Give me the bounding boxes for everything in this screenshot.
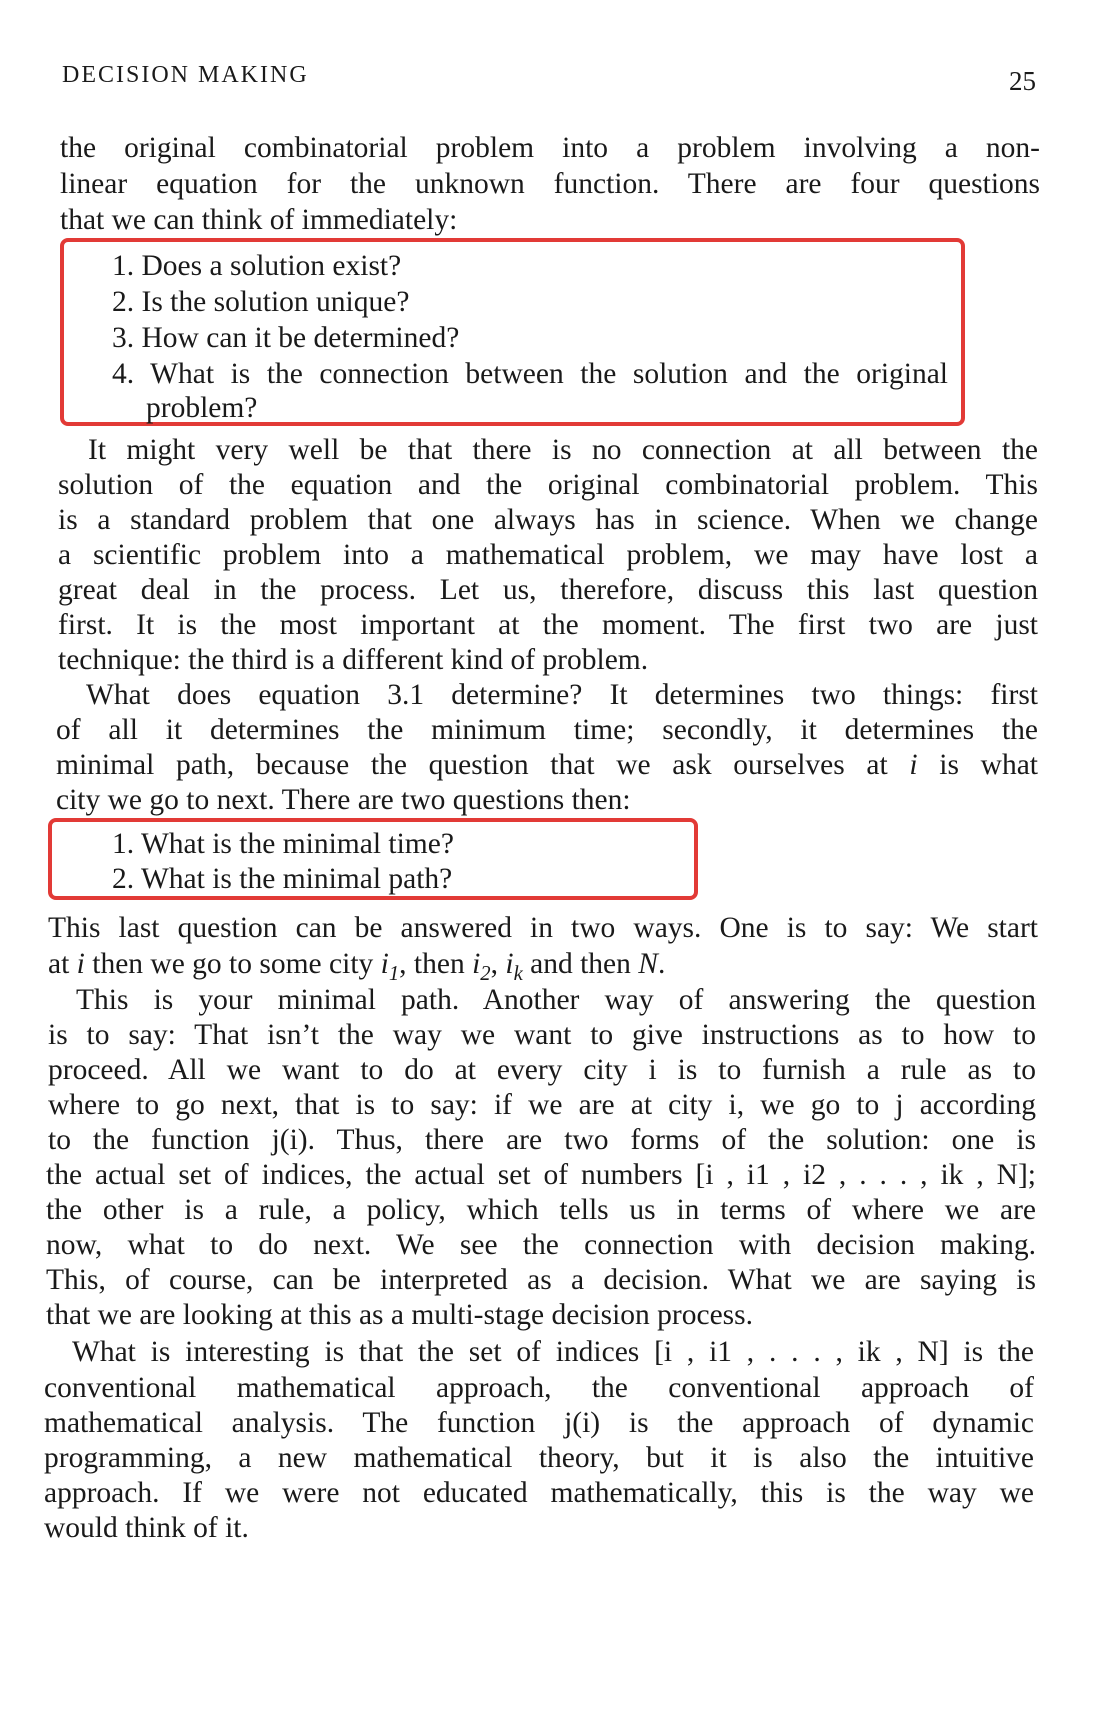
- para4-var-i2-sub: 2: [480, 962, 491, 985]
- para4-text-and-then: and then: [530, 948, 631, 980]
- para4-text-period: .: [657, 948, 666, 980]
- para6-line-2: conventional mathematical approach, the conventional approach of: [44, 1372, 1034, 1404]
- running-head: DECISION MAKING: [62, 62, 309, 88]
- para4-var-ik-sub: k: [513, 962, 523, 985]
- para4-var-ik-base: i: [505, 948, 514, 980]
- intro-line-1: the original combinatorial problem into a problem involving a non-: [60, 132, 1040, 164]
- intro-line-3: that we can think of immediately:: [60, 204, 458, 236]
- para2-line-7: technique: the third is a different kind of problem.: [58, 644, 649, 676]
- para4-var-i2: [472, 948, 491, 985]
- question-2: 2. Is the solution unique?: [112, 286, 410, 318]
- para2-line-6: first. It is the most important at the moment. The first two are just: [58, 609, 1038, 641]
- para2-line-2: solution of the equation and the original combinatorial problem. This: [58, 469, 1038, 501]
- para6-line-5: approach. If we were not educated mathematically, this is the way we: [44, 1477, 1034, 1509]
- para3-line-1: What does equation 3.1 determine? It determines two things: first: [86, 679, 1038, 711]
- para3-line-3-a: minimal path, because the question that we ask ourselves at: [56, 749, 888, 781]
- para2-line-5: great deal in the process. Let us, therefore, discuss this last question: [58, 574, 1038, 606]
- question-4-continued: problem?: [146, 392, 258, 424]
- para5-line-7: the other is a rule, a policy, which tells us in terms of where we are: [46, 1194, 1036, 1226]
- para4-text-comma-then: , then: [399, 948, 465, 980]
- para5-line-5: to the function j(i). Thus, there are two forms of the solution: one is: [48, 1124, 1036, 1156]
- intro-line-2: linear equation for the unknown function. There are four questions: [60, 168, 1040, 200]
- question-1: 1. Does a solution exist?: [112, 250, 402, 282]
- para5-line-6: the actual set of indices, the actual set of numbers [i , i1 , i2 , . . . , ik , N];: [46, 1159, 1036, 1191]
- para5-line-8: now, what to do next. We see the connection with decision making.: [46, 1229, 1036, 1261]
- question-min-path: 2. What is the minimal path?: [112, 863, 453, 895]
- para4-var-i1-sub: 1: [388, 962, 400, 985]
- para4-var-i2-base: i: [472, 948, 481, 980]
- para4-text-comma: ,: [490, 948, 498, 980]
- para4-var-i1-base: i: [380, 948, 389, 980]
- question-3: 3. How can it be determined?: [112, 322, 460, 354]
- para5-line-9: This, of course, can be interpreted as a decision. What we are saying is: [46, 1264, 1036, 1296]
- para5-line-4: where to go next, that is to say: if we are at city i, we go to j according: [48, 1089, 1036, 1121]
- question-min-time: 1. What is the minimal time?: [112, 828, 454, 860]
- question-4: 4. What is the connection between the solution and the original: [112, 358, 948, 390]
- para4-var-i: i: [76, 948, 85, 980]
- para3-line-3: [56, 747, 1038, 783]
- para2-line-1: It might very well be that there is no connection at all between the: [88, 434, 1038, 466]
- para3-line-3-c: is what: [939, 749, 1038, 781]
- para5-line-2: is to say: That isn’t the way we want to give instructions as to how to: [48, 1019, 1036, 1051]
- para4-var-ik: [505, 948, 523, 985]
- para4-var-i1: [380, 948, 400, 985]
- para5-line-1: This is your minimal path. Another way of answering the question: [76, 984, 1036, 1016]
- para4-var-N: N: [638, 948, 658, 980]
- page-number: 25: [1009, 66, 1036, 96]
- para6-line-3: mathematical analysis. The function j(i) is the approach of dynamic: [44, 1407, 1034, 1439]
- para6-line-6: would think of it.: [44, 1512, 249, 1544]
- para6-line-4: programming, a new mathematical theory, but it is also the intuitive: [44, 1442, 1034, 1474]
- para3-var-i: i: [909, 749, 918, 781]
- para3-line-2: of all it determines the minimum time; secondly, it determines the: [56, 714, 1038, 746]
- para5-line-10: that we are looking at this as a multi-stage decision process.: [46, 1299, 753, 1331]
- para6-line-1: What is interesting is that the set of indices [i , i1 , . . . , ik , N] is the: [72, 1336, 1034, 1368]
- para4-text-then: then we go to some city: [92, 948, 374, 980]
- para4-line-1: This last question can be answered in two ways. One is to say: We start: [48, 912, 1038, 944]
- para2-line-3: is a standard problem that one always has in science. When we change: [58, 504, 1038, 536]
- para2-line-4: a scientific problem into a mathematical problem, we may have lost a: [58, 539, 1038, 571]
- para3-line-4: city we go to next. There are two questions then:: [56, 784, 631, 816]
- para4-text-at: at: [48, 948, 70, 980]
- para5-line-3: proceed. All we want to do at every city i is to furnish a rule as to: [48, 1054, 1036, 1086]
